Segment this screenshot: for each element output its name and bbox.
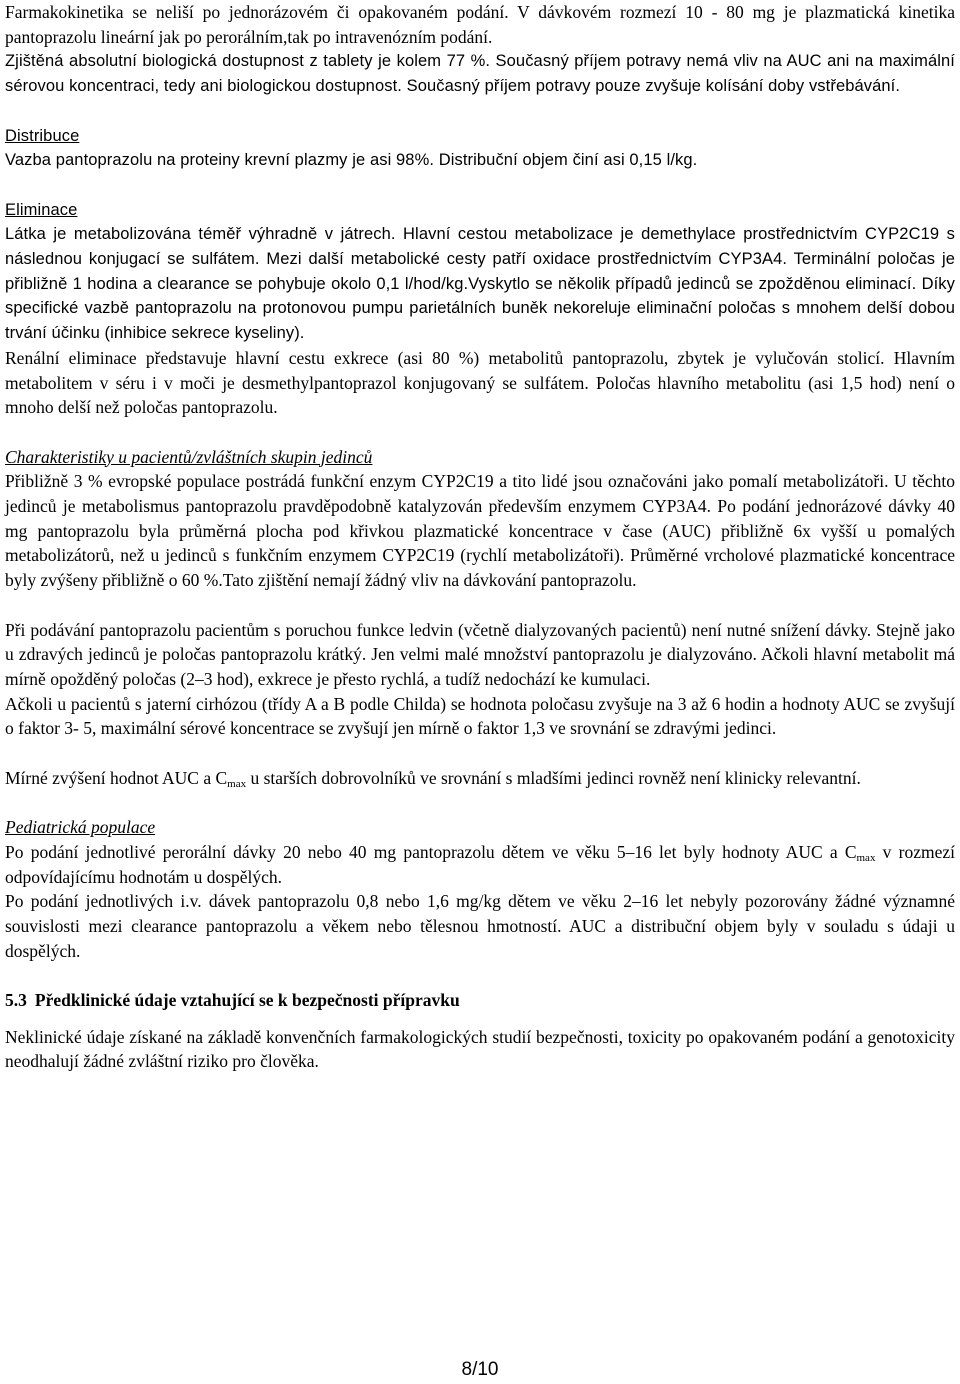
eliminace-paragraph-1: Látka je metabolizována téměř výhradně v játrech. Hlavní cestou metabolizace je demethylace prostřednictvím CYP2C19 s následnou konjugací se sulfátem. Mezi další metabolické cesty patří oxidace prostřednictvím CYP3A4. Terminální poločas je přibližně 1 hodina a clearance se pohybuje okolo 0,1 l/hod/kg.Vyskytlo se několik případů jedinců se zpožděnou eliminací. Díky specifické vazbě pantoprazolu na protonovou pumpu parietálních buněk nekoreluje eliminační poločas s mnohem delší dobou trvání účinku (inhibice sekrece kyseliny). bbox=[5, 225, 955, 343]
pk-paragraph-1: Farmakokinetika se neliší po jednorázovém či opakovaném podání. V dávkovém rozmezí 10 - 80 mg je plazmatická kinetika pantoprazolu lineární jak po perorálním,tak po intravenózním podání. bbox=[5, 2, 955, 47]
distribuce-heading: Distribuce bbox=[5, 126, 80, 145]
section-5-3-text: Neklinické údaje získané na základě konvenčních farmakologických studií bezpečnosti, toxicity po opakovaném podání a genotoxicity neodhalují žádné zvláštní riziko pro člověka. bbox=[5, 1026, 955, 1072]
spacer bbox=[5, 593, 955, 618]
pk-paragraph-2: Zjištěná absolutní biologická dostupnost z tablety je kolem 77 %. Současný příjem potravy nemá vliv na AUC ani na maximální sérovou koncentraci, tedy ani biologickou dostupnost. Současný příjem potravy pouze zvyšuje kolísání doby vstřebávání. bbox=[5, 52, 955, 96]
pediatrie-paragraph-2: Po podání jednotlivých i.v. dávek pantoprazolu 0,8 nebo 1,6 mg/kg dětem ve věku 2–16 let nebyly pozorovány žádné významné souvislosti mezi clearance pantoprazolu a věkem nebo tělesnou hmotností. AUC a distribuční objem byly v souladu s údaji u dospělých. bbox=[5, 891, 955, 961]
text-segment: v rozmezí odpovídajícímu hodnotám u dospělých. bbox=[5, 841, 955, 887]
distribuce-text: Vazba pantoprazolu na proteiny krevní plazmy je asi 98%. Distribuční objem činí asi 0,15 l/kg. bbox=[5, 151, 698, 170]
pediatrie-heading: Pediatrická populace bbox=[5, 817, 156, 838]
spacer bbox=[5, 963, 955, 988]
page-number: 8/10 bbox=[461, 1359, 499, 1380]
document-body bbox=[5, 0, 955, 1074]
spacer bbox=[5, 173, 955, 198]
section-5-3-heading bbox=[5, 988, 955, 1013]
skupiny-paragraph-1: Přibližně 3 % evropské populace postrádá funkční enzym CYP2C19 a tito lidé jsou označováni jako pomalí metabolizátoři. U těchto jedinců je metabolismus pantoprazolu pravděpodobně katalyzován především enzymem CYP3A4. Po podání jednorázové dávky 40 mg pantoprazolu byla průměrná plocha pod křivkou plazmatické koncentrace v čase (AUC) přibližně 6x vyšší u pomalých metabolizátorů, než u jedinců s funkčním enzymem CYP2C19 (rychlí metabolizátoři). Průměrné vrcholové plazmatické koncentrace byly zvýšeny přibližně o 60 %.Tato zjištění nemají žádný vliv na dávkování pantoprazolu. bbox=[5, 471, 955, 591]
spacer bbox=[5, 1013, 955, 1025]
spacer bbox=[5, 741, 955, 766]
spacer bbox=[5, 790, 955, 815]
skupiny-paragraph-3: Ačkoli u pacientů s jaterní cirhózou (třídy A a B podle Childa) se hodnota poločasu zvyšuje na 3 až 6 hodin a hodnoty AUC se zvyšují o faktor 3- 5, maximální sérové koncentrace se zvyšují jen mírně o faktor 1,3 ve srovnání se zdravými jedinci. bbox=[5, 693, 955, 739]
skupiny-heading: Charakteristiky u pacientů/zvláštních skupin jedinců bbox=[5, 446, 373, 467]
section-number: 5.3 bbox=[5, 990, 27, 1011]
text-segment: Mírné zvýšení hodnot AUC a C bbox=[5, 767, 228, 788]
eliminace-heading: Eliminace bbox=[5, 200, 78, 219]
text-segment: u starších dobrovolníků ve srovnání s mladšími jedinci rovněž není klinicky relevantní. bbox=[246, 767, 861, 788]
spacer bbox=[5, 420, 955, 445]
section-title: Předklinické údaje vztahující se k bezpečnosti přípravku bbox=[34, 990, 460, 1011]
pediatrie-paragraph-1 bbox=[5, 840, 955, 889]
skupiny-paragraph-4 bbox=[5, 766, 955, 791]
subscript-max: max bbox=[227, 777, 247, 790]
text-segment: Po podání jednotlivé perorální dávky 20 nebo 40 mg pantoprazolu dětem ve věku 5–16 let byly hodnoty AUC a C bbox=[5, 841, 857, 862]
eliminace-paragraph-2: Renální eliminace představuje hlavní cestu exkrece (asi 80 %) metabolitů pantoprazolu, zbytek je vylučován stolicí. Hlavním metabolitem v séru i v moči je desmethylpantoprazol konjugovaný se sulfátem. Poločas hlavního metabolitu (asi 1,5 hod) není o mnoho delší než poločas pantoprazolu. bbox=[5, 347, 955, 418]
subscript-max: max bbox=[856, 851, 876, 864]
skupiny-paragraph-2: Při podávání pantoprazolu pacientům s poruchou funkce ledvin (včetně dialyzovaných pacientů) není nutné snížení dávky. Stejně jako u zdravých jedinců je poločas pantoprazolu krátký. Jen velmi malé množství pantoprazolu je dialyzováno. Ačkoli hlavní metabolit má mírně opožděný poločas (2–3 hod), exkrece je přesto rychlá, a tudíž nedochází ke kumulaci. bbox=[5, 619, 955, 689]
spacer bbox=[5, 99, 955, 124]
